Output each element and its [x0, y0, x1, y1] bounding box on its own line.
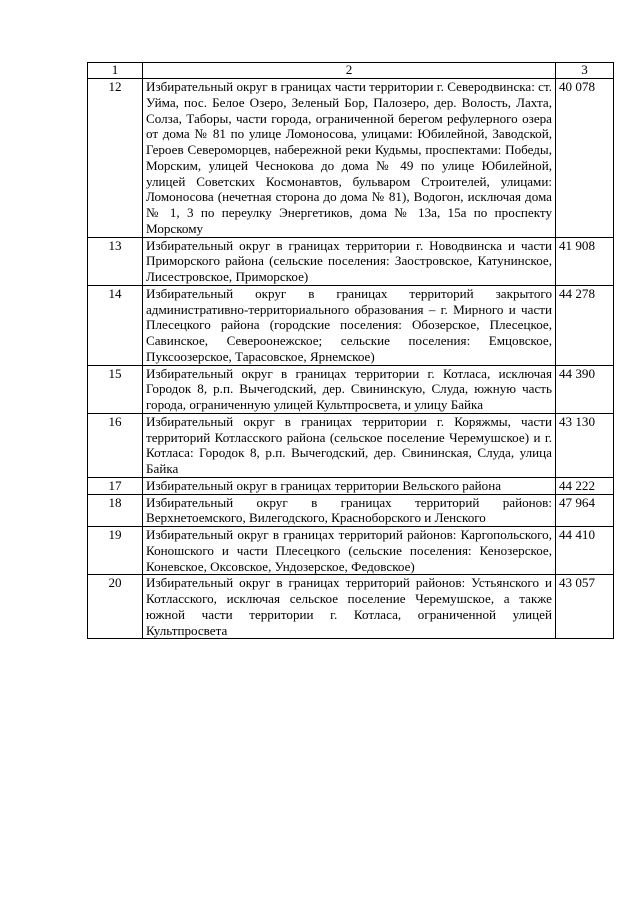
voter-count: 40 078 [556, 79, 614, 238]
table-row [88, 237, 614, 285]
table-row [88, 413, 614, 477]
table-row [88, 79, 614, 238]
district-number: 18 [88, 494, 143, 527]
district-description: Избирательный округ в границах территорий закрытого административно-территориального образования – г. Мирного и части Плесецкого района (городские поселения: Обозерское, Плесецкое, Савинское, Североонежское; сельские поселения: Емцовское, Пуксоозерское, Тарасовское, Ярнемское) [143, 285, 556, 365]
table-row [88, 285, 614, 365]
table-row [88, 527, 614, 575]
voter-count: 44 222 [556, 477, 614, 494]
electoral-districts-table [87, 62, 614, 639]
table-row [88, 575, 614, 639]
district-number: 20 [88, 575, 143, 639]
table-row [88, 494, 614, 527]
voter-count: 43 130 [556, 413, 614, 477]
district-description: Избирательный округ в границах территории г. Коряжмы, части территорий Котласского района (сельское поселение Черемушское) и г. Котласа: Городок 8, р.п. Вычегодский, дер. Свининская, Слуда, улица Байка [143, 413, 556, 477]
district-number: 15 [88, 365, 143, 413]
voter-count: 44 410 [556, 527, 614, 575]
district-number: 13 [88, 237, 143, 285]
district-description: Избирательный округ в границах территорий районов: Каргопольского, Коношского и части Плесецкого (сельские поселения: Кенозерское, Коневское, Оксовское, Ундозерское, Федовское) [143, 527, 556, 575]
voter-count: 43 057 [556, 575, 614, 639]
voter-count: 44 390 [556, 365, 614, 413]
district-description: Избирательный округ в границах территории г. Котласа, исключая Городок 8, р.п. Вычегодский, дер. Свининскую, Слуда, южную часть города, ограниченную улицей Культпросвета, и улицу Байка [143, 365, 556, 413]
district-number: 12 [88, 79, 143, 238]
district-number: 16 [88, 413, 143, 477]
voter-count: 47 964 [556, 494, 614, 527]
district-description: Избирательный округ в границах части территории г. Северодвинска: ст. Уйма, пос. Белое Озеро, Зеленый Бор, Палозеро, дер. Волость, Лахта, Солза, Таборы, части города, ограниченной берегом рефулерного озера от дома № 81 по улице Ломоносова, улицами: Юбилейной, Заводской, Героев Североморцев, набережной реки Кудьмы, проспектами: Победы, Морским, улицей Чеснокова до дома № 49 по улице Юбилейной, улицей Советских Космонавтов, бульваром Строителей, улицами: Ломоносова (нечетная сторона до дома № 81), Водогон, исключая дома № 1, 3 по переулку Энергетиков, дома № 13а, 15а по проспекту Морскому [143, 79, 556, 238]
column-header-3: 3 [556, 63, 614, 79]
district-description: Избирательный округ в границах территории Вельского района [143, 477, 556, 494]
header-row [88, 63, 614, 79]
column-header-2: 2 [143, 63, 556, 79]
district-number: 19 [88, 527, 143, 575]
district-description: Избирательный округ в границах территории г. Новодвинска и части Приморского района (сельские поселения: Заостровское, Катунинское, Лисестровское, Приморское) [143, 237, 556, 285]
district-description: Избирательный округ в границах территорий районов: Верхнетоемского, Вилегодского, Красноборского и Ленского [143, 494, 556, 527]
table-row [88, 477, 614, 494]
district-number: 14 [88, 285, 143, 365]
district-description: Избирательный округ в границах территорий районов: Устьянского и Котласского, исключая сельское поселение Черемушское, а также южной части территории г. Котласа, ограниченной улицей Культпросвета [143, 575, 556, 639]
district-number: 17 [88, 477, 143, 494]
column-header-1: 1 [88, 63, 143, 79]
table-row [88, 365, 614, 413]
voter-count: 41 908 [556, 237, 614, 285]
voter-count: 44 278 [556, 285, 614, 365]
